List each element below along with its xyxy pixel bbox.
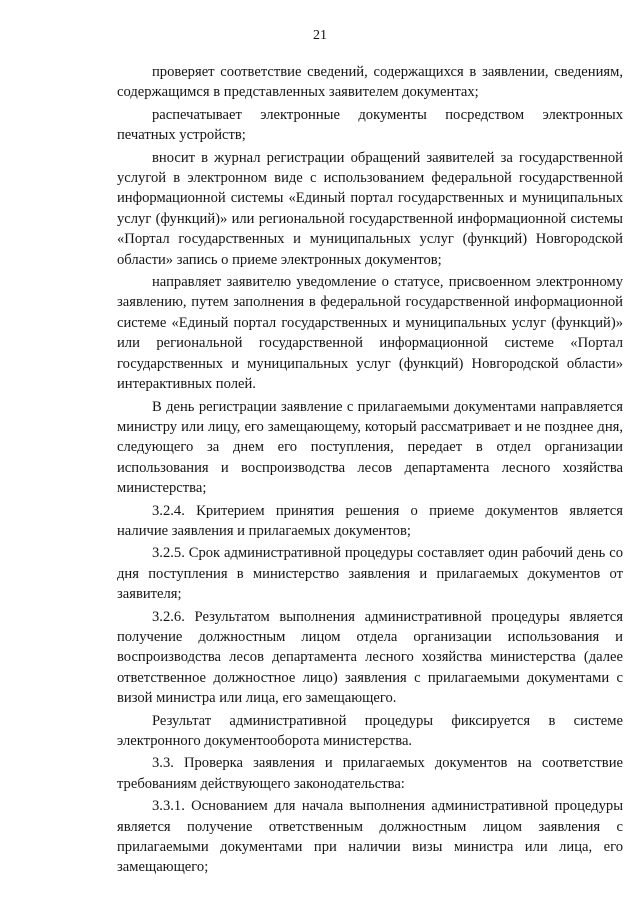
paragraph-3-2-6: 3.2.6. Результатом выполнения административной процедуры является получение должностным лицом отдела организации использования и воспроизводства лесов департамента лесного хозяйства министерства (далее ответственное должностное лицо) заявления с прилагаемыми документами с визой министра или лица, его замещающего. xyxy=(117,608,623,707)
paragraph-3-2-5: 3.2.5. Срок административной процедуры составляет один рабочий день со дня поступления в министерство заявления и прилагаемых документов от заявителя; xyxy=(117,545,623,603)
paragraph-3-3: 3.3. Проверка заявления и прилагаемых документов на соответствие требованиям действующего законодательства: xyxy=(117,755,623,792)
paragraph-3-3-1: 3.3.1. Основанием для начала выполнения административной процедуры является получение ответственным должностным лицом заявления с прилагаемыми документами при наличии визы министра или лица, его замещающего; xyxy=(117,798,623,876)
page-number: 21 xyxy=(313,28,327,43)
document-body xyxy=(117,62,623,880)
paragraph-send-notification: направляет заявителю уведомление о статусе, присвоенном электронному заявлению, путем заполнения в федеральной государственной информационной системе «Единый портал государственных и муниципальных услуг (функций)» или региональной государственной информационной системе «Портал государственных и муниципальных услуг (функций) Новгородской области» интерактивных полей. xyxy=(117,274,623,393)
paragraph-verify-info: проверяет соответствие сведений, содержащихся в заявлении, сведениям, содержащимся в представленных заявителем документах; xyxy=(117,64,623,101)
paragraph-3-2-4: 3.2.4. Критерием принятия решения о приеме документов является наличие заявления и прилагаемых документов; xyxy=(117,502,623,539)
paragraph-register-journal: вносит в журнал регистрации обращений заявителей за государственной услугой в электронном виде с использованием федеральной государственной информационной системы «Единый портал государственных и муниципальных услуг (функций)» или региональной государственной информационной системы «Портал государственных и муниципальных услуг (функций) Новгородской области» запись о приеме электронных документов; xyxy=(117,149,623,268)
paragraph-result-recorded: Результат административной процедуры фиксируется в системе электронного документооборота министерства. xyxy=(117,712,623,749)
paragraph-registration-day: В день регистрации заявление с прилагаемыми документами направляется министру или лицу, его замещающему, который рассматривает и не позднее дня, следующего за днем его поступления, передает в отдел организации использования и воспроизводства лесов департамента лесного хозяйства министерства; xyxy=(117,398,623,497)
paragraph-print-documents: распечатывает электронные документы посредством электронных печатных устройств; xyxy=(117,106,623,144)
